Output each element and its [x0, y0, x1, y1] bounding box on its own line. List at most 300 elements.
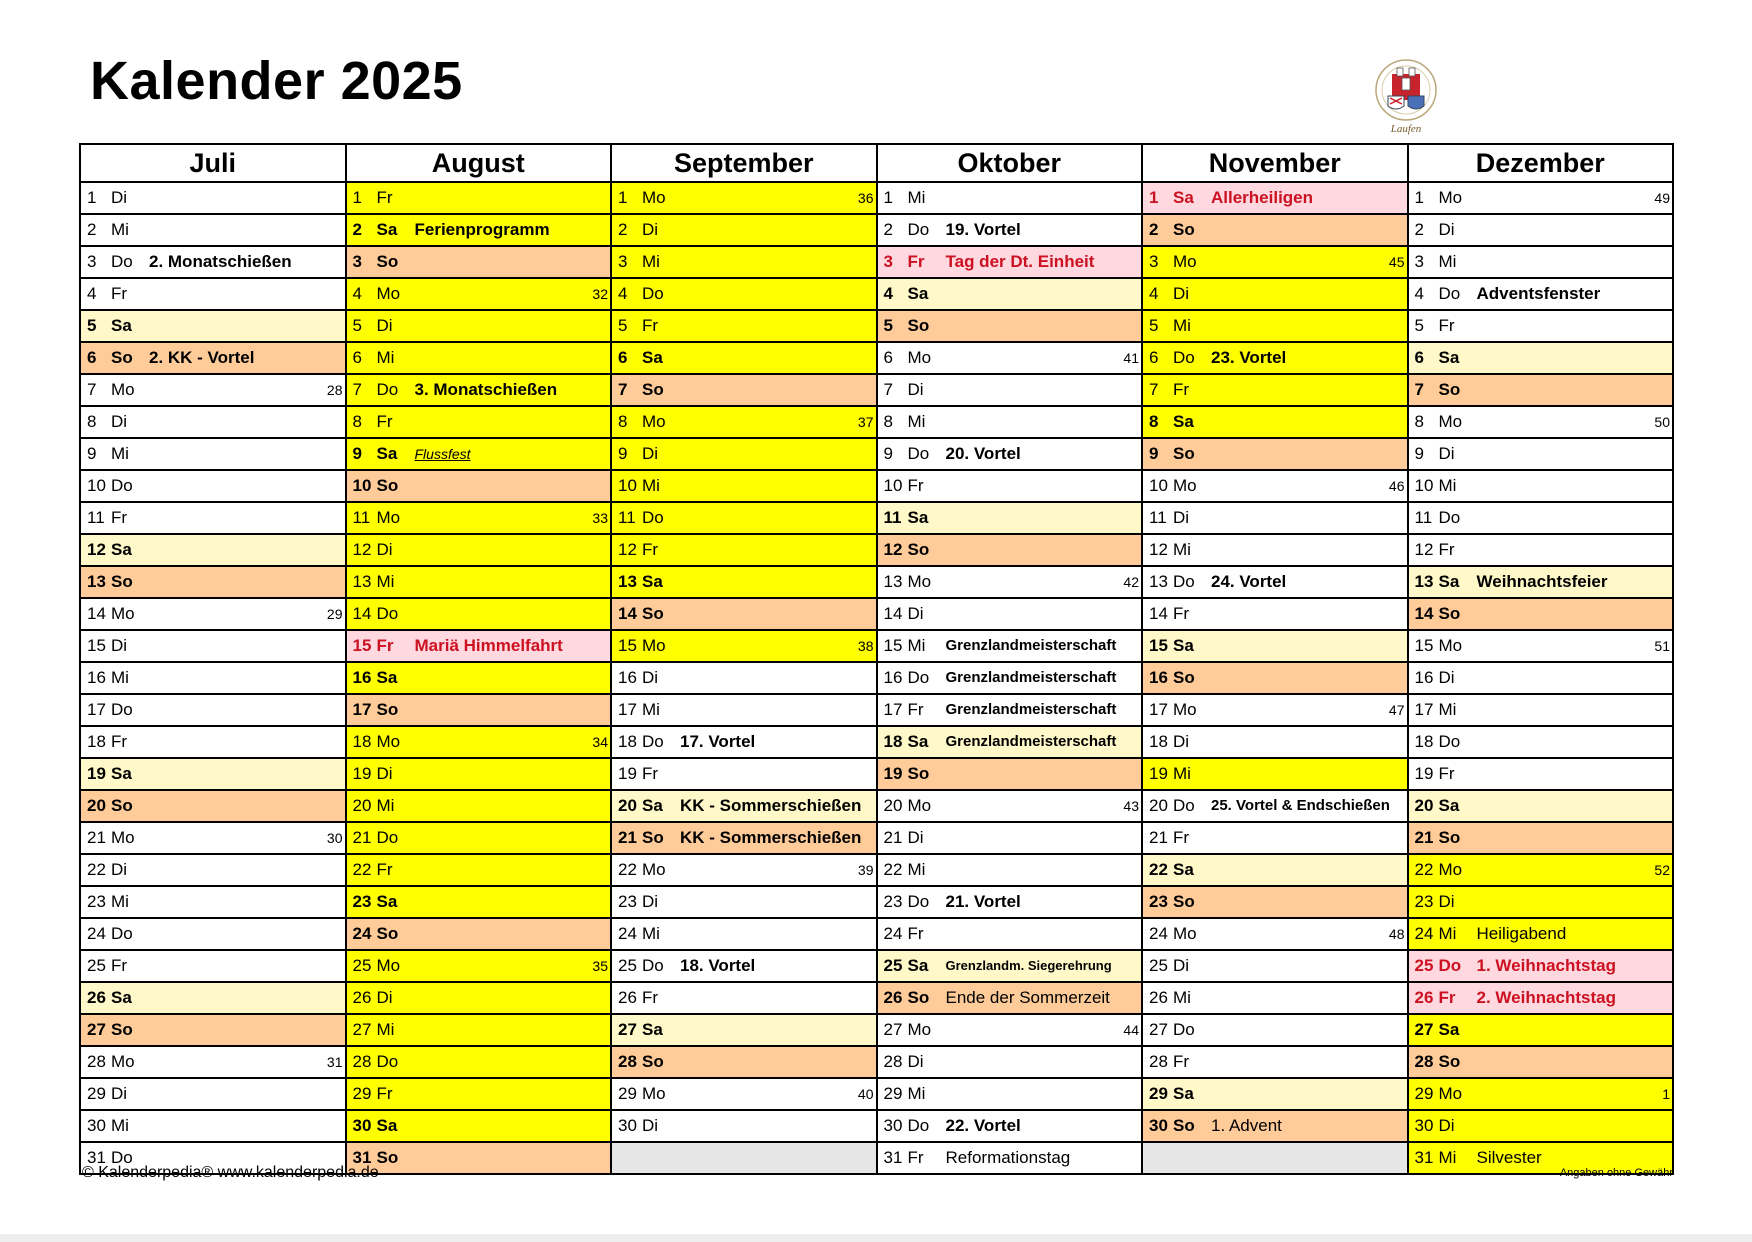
day-cell-content: [878, 535, 1142, 565]
weekday: So: [111, 572, 133, 591]
day-cell: [80, 630, 346, 662]
weekday: Sa: [1173, 1084, 1194, 1103]
day-number: 30: [1414, 1116, 1434, 1135]
event-label: Allerheiligen: [1211, 188, 1314, 207]
weekday: Do: [111, 476, 133, 495]
day-number: 27: [87, 1020, 106, 1039]
day-cell: [1142, 1078, 1408, 1110]
day-cell-content: [1143, 791, 1407, 821]
event-label: 2. Monatschießen: [149, 252, 292, 271]
day-number: 30: [618, 1116, 637, 1135]
weekday: Mi: [111, 444, 129, 463]
day-cell-content: [878, 1143, 1142, 1173]
weekday: Do: [642, 956, 664, 975]
day-cell: [346, 1014, 612, 1046]
weekday: So: [907, 316, 930, 335]
day-row: [80, 598, 1673, 630]
weekday: Mi: [642, 924, 660, 943]
day-number: 8: [87, 412, 97, 431]
day-cell: [1142, 630, 1408, 662]
day-cell-content: [1143, 1047, 1407, 1077]
weekday: Sa: [376, 892, 398, 911]
day-number: 11: [618, 508, 636, 527]
weekday: So: [642, 604, 664, 623]
day-cell: [1408, 1046, 1674, 1078]
weekday: Do: [1173, 796, 1195, 815]
day-number: 23: [87, 892, 106, 911]
day-number: 17: [883, 700, 903, 719]
weekday: Mo: [642, 412, 666, 431]
event-label: Heiligabend: [1476, 924, 1567, 943]
day-number: 9: [87, 444, 97, 463]
day-cell-content: [347, 279, 611, 309]
day-cell-content: [81, 1047, 345, 1077]
day-number: 19: [618, 764, 637, 783]
weekday: Mi: [642, 700, 660, 719]
weekday: Mi: [1173, 764, 1191, 783]
weekday: Di: [907, 604, 924, 623]
day-cell: [80, 438, 346, 470]
day-row: [80, 694, 1673, 726]
day-number: 6: [352, 348, 362, 367]
week-number: 31: [326, 1054, 343, 1070]
day-number: 17: [618, 700, 637, 719]
day-cell: [80, 278, 346, 310]
day-cell: [1142, 534, 1408, 566]
week-number: 43: [1123, 798, 1139, 814]
day-number: 8: [618, 412, 628, 431]
event-label: Grenzlandmeisterschaft: [945, 637, 1117, 654]
day-number: 16: [618, 668, 637, 687]
day-cell: [877, 278, 1143, 310]
day-number: 4: [352, 284, 362, 303]
weekday: Sa: [376, 220, 398, 239]
day-number: 8: [1149, 412, 1159, 431]
weekday: Fr: [907, 1148, 924, 1167]
day-cell-content: [612, 759, 876, 789]
day-number: 20: [883, 796, 903, 815]
day-number: 13: [883, 572, 903, 591]
day-cell-content: [878, 791, 1142, 821]
day-number: 28: [352, 1052, 372, 1071]
day-cell: [346, 374, 612, 406]
day-cell-content: [1143, 599, 1407, 629]
day-cell-content: [347, 919, 611, 949]
weekday: Di: [642, 220, 659, 239]
day-cell-content: [1143, 855, 1407, 885]
day-cell: [877, 342, 1143, 374]
weekday: Sa: [1438, 348, 1460, 367]
weekday: Mi: [1438, 252, 1457, 271]
day-number: 23: [1149, 892, 1168, 911]
day-cell: [877, 246, 1143, 278]
day-cell: [346, 918, 612, 950]
weekday: Sa: [111, 988, 132, 1007]
day-cell: [611, 566, 877, 598]
event-label: 2. KK - Vortel: [149, 348, 255, 367]
day-cell: [877, 790, 1143, 822]
day-cell: [611, 1142, 877, 1174]
day-number: 13: [352, 572, 372, 591]
day-number: 20: [1149, 796, 1168, 815]
day-cell-content: [1409, 759, 1673, 789]
day-number: 10: [1414, 476, 1434, 495]
day-row: [80, 662, 1673, 694]
day-number: 25: [1149, 956, 1168, 975]
day-number: 24: [1414, 924, 1434, 943]
weekday: Do: [1173, 1020, 1195, 1039]
day-cell-content: [612, 1111, 876, 1141]
day-number: 17: [352, 700, 372, 719]
day-cell: [1408, 502, 1674, 534]
day-cell: [346, 502, 612, 534]
weekday: Mi: [907, 1084, 926, 1103]
day-number: 15: [1414, 636, 1434, 655]
day-cell: [346, 598, 612, 630]
day-cell: [80, 790, 346, 822]
day-cell-content: [612, 1079, 876, 1109]
weekday: Mi: [907, 860, 926, 879]
day-number: 5: [1149, 316, 1159, 335]
day-cell: [1142, 438, 1408, 470]
weekday: Mo: [907, 348, 932, 367]
day-cell: [611, 1110, 877, 1142]
day-number: 7: [883, 380, 893, 399]
day-cell: [877, 374, 1143, 406]
week-number: 52: [1654, 862, 1670, 878]
day-cell-content: [612, 631, 876, 661]
day-cell-content: [347, 663, 611, 693]
day-number: 10: [352, 476, 372, 495]
day-row: [80, 214, 1673, 246]
weekday: Di: [907, 828, 924, 847]
day-cell-content: [347, 311, 611, 341]
weekday: Sa: [111, 764, 132, 783]
weekday: Do: [642, 284, 664, 303]
weekday: So: [1438, 604, 1461, 623]
week-number: 30: [326, 830, 343, 846]
day-number: 15: [87, 636, 106, 655]
day-number: 24: [883, 924, 903, 943]
weekday: Mo: [111, 1052, 135, 1071]
week-number: 34: [592, 734, 608, 750]
day-cell-content: [878, 919, 1142, 949]
day-cell-content: [1409, 471, 1673, 501]
weekday: So: [111, 1020, 133, 1039]
day-cell-content: [81, 343, 345, 373]
day-cell-content: [1143, 407, 1407, 437]
weekday: So: [376, 252, 399, 271]
day-cell: [611, 726, 877, 758]
day-number: 24: [87, 924, 106, 943]
weekday: Sa: [907, 732, 929, 751]
day-number: 28: [883, 1052, 903, 1071]
day-row: [80, 566, 1673, 598]
day-cell: [80, 374, 346, 406]
weekday: So: [642, 828, 664, 847]
day-cell: [346, 1110, 612, 1142]
day-cell: [1408, 182, 1674, 214]
weekday: Fr: [642, 764, 659, 783]
day-cell-content: [81, 1111, 345, 1141]
day-cell-content: [81, 407, 345, 437]
day-cell: [346, 726, 612, 758]
day-cell-content: [878, 1079, 1142, 1109]
day-cell-content: [81, 887, 345, 917]
weekday: Mi: [907, 188, 926, 207]
day-cell-content: [1409, 503, 1673, 533]
weekday: Fr: [1173, 828, 1190, 847]
day-number: 11: [87, 508, 105, 527]
weekday: Sa: [1438, 1020, 1460, 1039]
day-cell-content: [878, 375, 1142, 405]
month-header: September: [611, 144, 877, 182]
weekday: So: [1173, 1116, 1195, 1135]
day-cell: [611, 694, 877, 726]
event-label: Tag der Dt. Einheit: [945, 252, 1095, 271]
weekday: Mo: [642, 1084, 666, 1103]
weekday: Do: [376, 828, 399, 847]
day-number: 5: [87, 316, 97, 335]
weekday: Mi: [376, 348, 395, 367]
day-number: 29: [1149, 1084, 1168, 1103]
day-cell-content: [878, 1015, 1142, 1045]
day-cell: [877, 1142, 1143, 1174]
day-cell-content: [1409, 1047, 1673, 1077]
day-cell-content: [1143, 247, 1407, 277]
day-number: 31: [883, 1148, 903, 1167]
day-number: 14: [352, 604, 372, 623]
day-cell: [1408, 950, 1674, 982]
day-cell-content: [878, 279, 1142, 309]
weekday: Fr: [1173, 604, 1190, 623]
weekday: Sa: [111, 540, 132, 559]
day-number: 21: [87, 828, 106, 847]
day-cell: [80, 566, 346, 598]
day-number: 7: [1149, 380, 1159, 399]
day-number: 15: [883, 636, 903, 655]
weekday: Di: [111, 1084, 128, 1103]
day-cell-content: [878, 855, 1142, 885]
day-number: 23: [883, 892, 903, 911]
day-cell: [1408, 214, 1674, 246]
day-cell-content: [347, 183, 611, 213]
event-label: 1. Advent: [1211, 1116, 1282, 1135]
day-cell: [877, 182, 1143, 214]
day-cell-content: [1143, 535, 1407, 565]
day-cell: [80, 214, 346, 246]
day-cell-content: [1143, 951, 1407, 981]
weekday: Di: [642, 1116, 659, 1135]
day-number: 15: [618, 636, 637, 655]
weekday: Do: [907, 892, 930, 911]
weekday: Di: [907, 380, 924, 399]
footer-copyright: © Kalenderpedia® www.kalenderpedia.de: [82, 1164, 379, 1181]
day-cell: [1142, 278, 1408, 310]
day-cell-content: [1409, 663, 1673, 693]
day-cell: [611, 374, 877, 406]
day-cell-content: [81, 375, 345, 405]
day-cell-content: [1409, 439, 1673, 469]
day-cell-content: [1143, 919, 1407, 949]
weekday: Mi: [1438, 700, 1457, 719]
day-cell: [346, 214, 612, 246]
day-cell: [877, 630, 1143, 662]
day-row: [80, 502, 1673, 534]
weekday: Do: [907, 668, 930, 687]
day-cell-content: [878, 631, 1142, 661]
day-cell-content: [612, 215, 876, 245]
day-number: 13: [87, 572, 106, 591]
weekday: Mo: [907, 796, 932, 815]
day-cell: [611, 662, 877, 694]
weekday: Di: [907, 1052, 924, 1071]
coat-of-arms-icon: [1370, 56, 1442, 136]
week-number: 44: [1123, 1022, 1139, 1038]
day-cell: [1142, 182, 1408, 214]
day-cell: [346, 694, 612, 726]
weekday: So: [111, 348, 133, 367]
day-number: 26: [352, 988, 372, 1007]
day-cell: [346, 342, 612, 374]
day-number: 24: [352, 924, 372, 943]
day-cell-content: [878, 599, 1142, 629]
day-number: 12: [1149, 540, 1168, 559]
weekday: Sa: [642, 348, 663, 367]
day-cell-content: [878, 887, 1142, 917]
day-number: 5: [352, 316, 362, 335]
day-cell-content: [878, 407, 1142, 437]
weekday: Fr: [642, 988, 659, 1007]
weekday: Mo: [1438, 412, 1463, 431]
day-number: 11: [1414, 508, 1433, 527]
day-number: 2: [1149, 220, 1159, 239]
weekday: Mo: [1173, 252, 1197, 271]
day-cell-content: [347, 247, 611, 277]
day-cell-content: [347, 1143, 611, 1173]
day-cell-content: [1143, 471, 1407, 501]
weekday: Mo: [907, 572, 932, 591]
day-number: 30: [352, 1116, 372, 1135]
day-cell-content: [878, 663, 1142, 693]
day-cell: [80, 1046, 346, 1078]
weekday: Fr: [1173, 1052, 1190, 1071]
day-cell: [611, 790, 877, 822]
day-cell: [80, 470, 346, 502]
day-cell-content: [612, 407, 876, 437]
day-cell-content: [347, 535, 611, 565]
day-cell: [1142, 310, 1408, 342]
day-cell-content: [347, 375, 611, 405]
day-cell: [346, 886, 612, 918]
day-cell: [1142, 246, 1408, 278]
day-cell: [877, 406, 1143, 438]
day-cell-content: [878, 1047, 1142, 1077]
day-cell-content: [612, 1047, 876, 1077]
weekday: Do: [642, 732, 664, 751]
day-cell: [1142, 790, 1408, 822]
day-cell: [1142, 566, 1408, 598]
day-row: [80, 630, 1673, 662]
day-cell-content: [878, 503, 1142, 533]
weekday: Fr: [376, 1084, 393, 1103]
day-row: [80, 726, 1673, 758]
day-cell-content: [612, 663, 876, 693]
day-cell: [346, 278, 612, 310]
weekday: So: [376, 476, 399, 495]
week-number: 36: [857, 190, 874, 206]
event-label: Flussfest: [414, 446, 471, 462]
week-number: 1: [1662, 1086, 1670, 1102]
day-cell-content: [1143, 1143, 1407, 1173]
weekday: Sa: [376, 444, 398, 463]
weekday: Do: [907, 220, 930, 239]
day-number: 22: [352, 860, 372, 879]
day-cell: [611, 342, 877, 374]
weekday: Mo: [1173, 924, 1197, 943]
day-cell: [1142, 502, 1408, 534]
day-row: [80, 950, 1673, 982]
day-cell: [1408, 598, 1674, 630]
day-cell-content: [612, 823, 876, 853]
weekday: Mo: [1173, 476, 1197, 495]
day-cell-content: [347, 407, 611, 437]
weekday: Fr: [642, 540, 659, 559]
month-header: August: [346, 144, 612, 182]
week-number: 35: [592, 958, 608, 974]
day-cell: [346, 310, 612, 342]
day-row: [80, 1046, 1673, 1078]
day-cell: [1408, 1014, 1674, 1046]
event-label: 25. Vortel & Endschießen: [1211, 797, 1390, 814]
day-cell: [346, 854, 612, 886]
day-number: 4: [1414, 284, 1424, 303]
day-number: 2: [883, 220, 893, 239]
day-cell: [346, 566, 612, 598]
week-number: 50: [1654, 414, 1670, 430]
weekday: Do: [1173, 572, 1195, 591]
weekday: Mo: [111, 380, 135, 399]
day-cell: [611, 406, 877, 438]
weekday: Do: [376, 380, 399, 399]
weekday: Do: [642, 508, 664, 527]
day-number: 4: [87, 284, 97, 303]
day-cell: [877, 1078, 1143, 1110]
day-cell-content: [81, 1015, 345, 1045]
day-cell-content: [81, 567, 345, 597]
day-cell: [1142, 918, 1408, 950]
day-cell: [877, 1014, 1143, 1046]
weekday: Di: [1438, 668, 1455, 687]
day-cell: [1142, 342, 1408, 374]
weekday: Di: [111, 412, 128, 431]
day-cell-content: [1409, 1079, 1673, 1109]
day-number: 10: [883, 476, 903, 495]
day-row: [80, 918, 1673, 950]
weekday: Sa: [642, 1020, 663, 1039]
weekday: Do: [376, 604, 399, 623]
weekday: Fr: [376, 860, 393, 879]
weekday: Sa: [1173, 636, 1194, 655]
day-cell: [80, 598, 346, 630]
day-number: 16: [883, 668, 903, 687]
day-cell-content: [1143, 1079, 1407, 1109]
weekday: Di: [1438, 220, 1455, 239]
day-cell-content: [81, 599, 345, 629]
day-cell: [80, 726, 346, 758]
day-cell-content: [1143, 727, 1407, 757]
day-cell-content: [612, 855, 876, 885]
